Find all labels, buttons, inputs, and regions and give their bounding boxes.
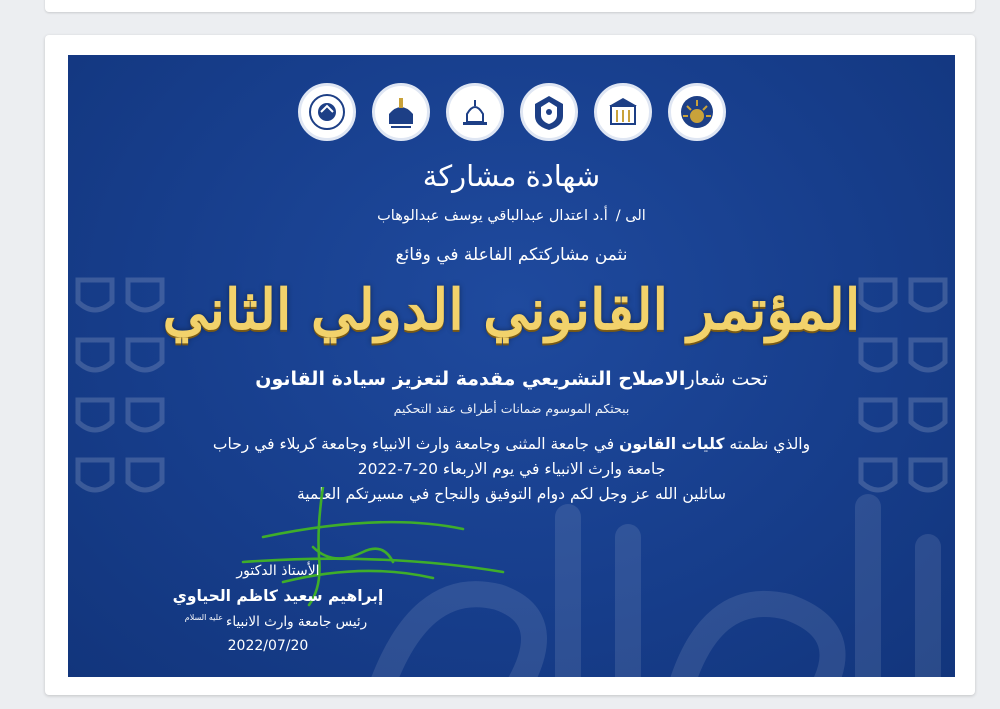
signatory-role [126, 613, 426, 630]
library-emblem-icon [594, 83, 652, 141]
slogan-prefix: تحت شعار [685, 368, 768, 390]
signatory-title: الأستاذ الدكتور [236, 563, 320, 579]
venue-line: جامعة وارث الانبياء في يوم الاربعاء 20-7-2022 [357, 460, 666, 478]
recipient-prefix: الى / [615, 208, 646, 224]
research-title-line: ببحثكم الموسوم ضمانات أطراف عقد التحكيم [393, 401, 630, 416]
signatory-name: إبراهيم سعيد كاظم الحياوي [172, 587, 384, 605]
recipient-name: أ.د اعتدال عبدالباقي يوسف عبدالوهاب [377, 208, 608, 224]
slogan-line [68, 368, 955, 390]
wish-line: سائلين الله عز وجل لكم دوام التوفيق والنجاح في مسيرتكم العلمية [297, 485, 726, 503]
signatory-role-honorific: عليه السلام [184, 613, 223, 622]
slogan-text: الاصلاح التشريعي مقدمة لتعزيز سيادة القانون [255, 368, 686, 390]
sunburst-seal-icon [668, 83, 726, 141]
previous-post-card [45, 0, 975, 12]
organizer-prefix: والذي نظمته [729, 435, 811, 453]
conference-name: المؤتمر القانوني الدولي الثاني [162, 277, 861, 343]
thanks-line: نثمن مشاركتكم الفاعلة في وقائع [395, 245, 628, 265]
partner-logos-row [68, 83, 955, 141]
university-seal-icon [298, 83, 356, 141]
organizer-line [68, 435, 955, 453]
recipient-line [68, 208, 955, 224]
organizer-bold: كليات القانون [619, 435, 725, 453]
certificate-title: شهادة مشاركة [422, 159, 601, 193]
signatory-role-text: رئيس جامعة وارث الانبياء [226, 614, 368, 630]
shield-emblem-icon [520, 83, 578, 141]
signature-date: 2022/07/20 [227, 638, 309, 654]
organizer-suffix: في جامعة المثنى وجامعة وارث الانبياء وجامعة كربلاء في رحاب [212, 435, 615, 453]
mosque-emblem-icon [372, 83, 430, 141]
certificate-image[interactable] [68, 55, 955, 677]
shrine-dome-icon [446, 83, 504, 141]
